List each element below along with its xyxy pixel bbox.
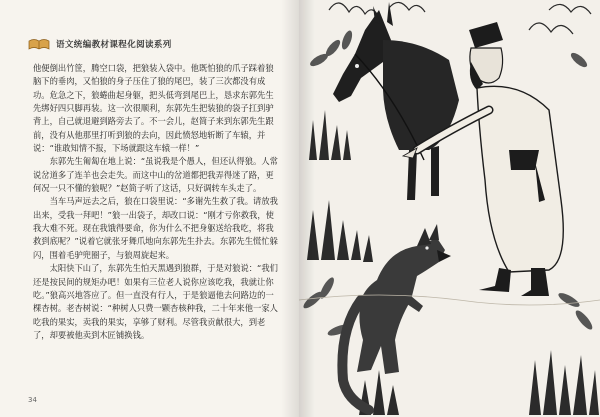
illustration-scholar-donkey-wolf xyxy=(299,0,600,417)
open-book-icon xyxy=(28,38,50,50)
paragraph: 太阳快下山了，东郭先生怕天黑遇到狼群，于是对狼说：“我们还是按民间的规矩办吧！如果有三位老人说你应该吃我，我就让你吃。”狼高兴地答应了。但一直没有行人，于是狼逼他去问路边的一棵杏树。老杏树说：“种树人只费一颗杏核种我，二十年来他一家人吃我的果实，卖我的果实，享够了财利。尽管我贡献很大，到老了，却要被他卖到木匠铺换钱。 xyxy=(33,263,278,340)
left-page xyxy=(0,0,299,417)
paragraph: 当车马声远去之后，狼在口袋里说：“多谢先生救了我。请放我出来，受我一拜吧！”狼一出袋子，却改口说：“刚才亏你救我，使我大难不死。现在我饿得要命，你为什么不把身躯送给我吃，将我救到底呢？”说着它就张牙舞爪地向东郭先生扑去。东郭先生慌忙躲闪，围着毛驴兜圈子，与狼周旋起来。 xyxy=(33,196,278,260)
series-header xyxy=(28,36,172,52)
story-text xyxy=(33,62,279,342)
series-title: 语文统编教材课程化阅读系列 xyxy=(56,40,172,50)
paragraph: 他便倒出竹筐，腾空口袋，把狼装入袋中。他既怕狼的爪子踩着狼脑下的垂肉，又怕狼的身子压住了狼的尾巴，装了三次都没有成功。危急之下，狼蜷曲起身躯，把头低弯到尾巴上，恳求东郭先生先绑好四只脚再装。这一次很顺利，东郭先生把装狼的袋子扛到驴背上，自己就退避到路旁去了。不一会儿，赵简子来到东郭先生跟前，没有从他那里打听到狼的去向，因此愤怒地斩断了车辕，并说：“谁敢知情不报，下场就跟这车辕一样！” xyxy=(33,63,274,154)
paragraph: 东郭先生匍匐在地上说：“虽说我是个愚人，但还认得狼。人常说岔道多了连羊也会走失。而这中山的岔道都把我弄得迷了路，更何况一只不懂的狼呢？”赵简子听了这话，只好调转车头走了。 xyxy=(33,156,278,194)
page-number: 34 xyxy=(28,396,37,404)
donkey xyxy=(333,2,459,200)
right-page xyxy=(299,0,600,417)
ground-line xyxy=(299,295,600,305)
